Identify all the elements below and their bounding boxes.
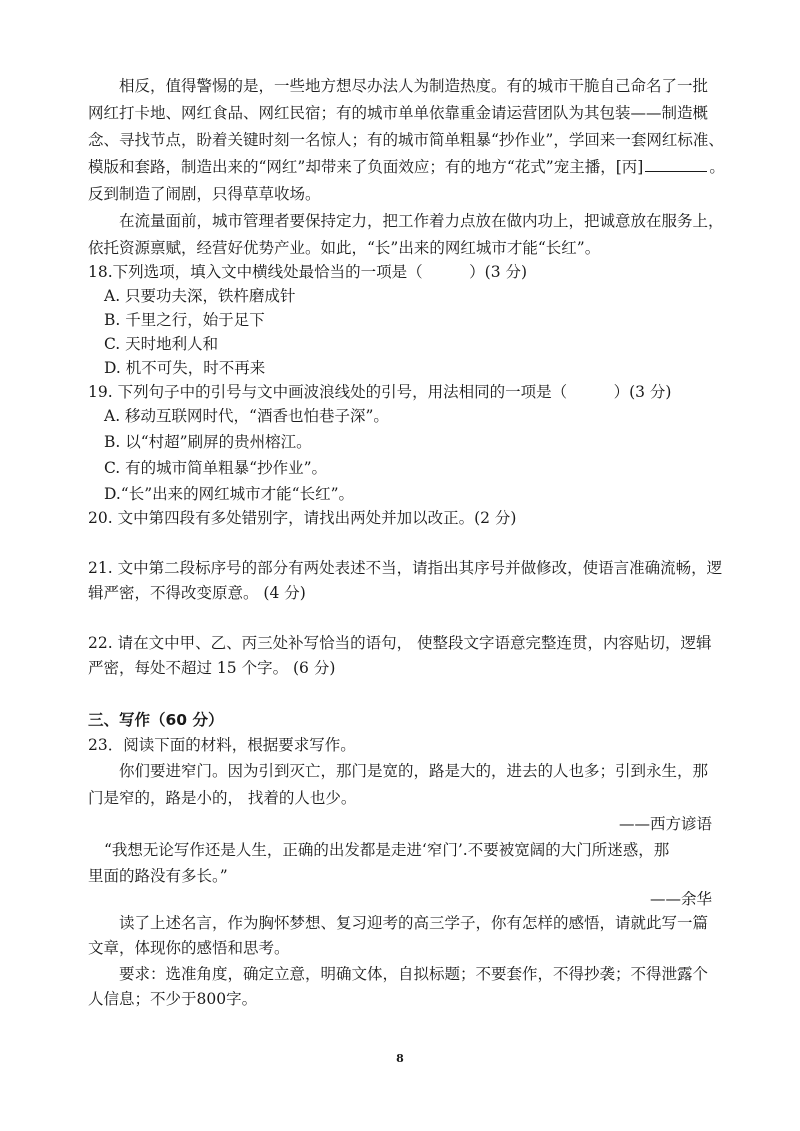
question-22-line: 22. 请在文中甲、乙、丙三处补写恰当的语句， 使整段文字语意完整连贯，内容贴切，逻辑 (88, 634, 712, 652)
fill-blank-line (645, 157, 707, 172)
passage-line: 反到制造了闹剧，只得草草收场。 (88, 185, 321, 203)
quote-source: ——西方谚语 (618, 815, 712, 833)
question-21-line: 21. 文中第二段标序号的部分有两处表述不当，请指出其序号并做修改，使语言准确流畅，逻 (88, 559, 723, 577)
question-18-stem: 18.下列选项，填入文中横线处最恰当的一项是（ ）(3 分) (88, 263, 528, 281)
question-18-option-c: C. 天时地利人和 (104, 335, 219, 353)
question-19-option-c: C. 有的城市简单粗暴“抄作业”。 (104, 459, 328, 477)
passage-line: 在流量面前，城市管理者要保持定力，把工作着力点放在做内功上，把诚意放在服务上， (119, 212, 724, 230)
quote-line: 门是窄的，路是小的， 找着的人也少。 (88, 789, 357, 807)
prompt-line: 读了上述名言，作为胸怀梦想、复习迎考的高三学子，你有怎样的感悟，请就此写一篇 (119, 914, 709, 932)
question-21-line: 辑严密，不得改变原意。 (4 分) (88, 584, 306, 602)
question-19-option-a: A. 移动互联网时代，“酒香也怕巷子深”。 (104, 407, 389, 425)
quote-source: ——余华 (649, 890, 712, 908)
question-19-option-d: D.“长”出来的网红城市才能“长红”。 (104, 485, 354, 503)
requirement-line: 人信息；不少于800字。 (88, 990, 258, 1008)
quote-line: 里面的路没有多长。” (88, 867, 228, 885)
question-18-option-b: B. 千里之行，始于足下 (104, 311, 265, 329)
passage-line (88, 157, 725, 177)
quote-line: “我想无论写作还是人生，正确的出发都是走进‘窄门’.不要被宽阔的大门所迷惑，那 (104, 841, 670, 859)
passage-line: 网红打卡地、网红食品、网红民宿；有的城市单单依靠重金请运营团队为其包装——制造概 (88, 104, 709, 122)
passage-line: 相反，值得警惕的是，一些地方想尽办法人为制造热度。有的城市干脆自己命名了一批 (119, 77, 709, 95)
question-22-line: 严密，每处不超过 15 个字。 (6 分) (88, 659, 336, 677)
requirement-line: 要求：选准角度，确定立意，明确文体，自拟标题；不要套作，不得抄袭；不得泄露个 (119, 965, 709, 983)
question-23: 23．阅读下面的材料，根据要求写作。 (88, 736, 356, 754)
question-19-stem: 19. 下列句子中的引号与文中画波浪线处的引号，用法相同的一项是（ ）(3 分) (88, 383, 672, 401)
section-title: 三、写作（60 分） (88, 711, 224, 729)
question-19-option-b: B. 以“村超”刷屏的贵州榕江。 (104, 433, 312, 451)
passage-line: 依托资源禀赋，经营好优势产业。如此，“长”出来的网红城市才能“长红”。 (88, 239, 601, 257)
question-20: 20. 文中第四段有多处错别字，请找出两处并加以改正。(2 分) (88, 509, 517, 527)
prompt-line: 文章，体现你的感悟和思考。 (88, 939, 290, 957)
question-18-option-d: D. 机不可失，时不再来 (104, 359, 266, 377)
page-number: 8 (396, 1052, 404, 1065)
passage-line: 念、寻找节点，盼着关键时刻一名惊人；有的城市简单粗暴“抄作业”，学回来一套网红标准、 (88, 131, 724, 149)
question-18-option-a: A. 只要功夫深，铁杵磨成针 (104, 287, 296, 305)
passage-text: 。 (709, 158, 725, 176)
marker-bing: [丙] (615, 158, 644, 176)
quote-line: 你们要进窄门。因为引到灭亡，那门是宽的，路是大的，进去的人也多；引到永生，那 (119, 762, 709, 780)
passage-text: 模版和套路，制造出来的“网红”却带来了负面效应；有的地方“花式”宠主播， (88, 158, 616, 176)
